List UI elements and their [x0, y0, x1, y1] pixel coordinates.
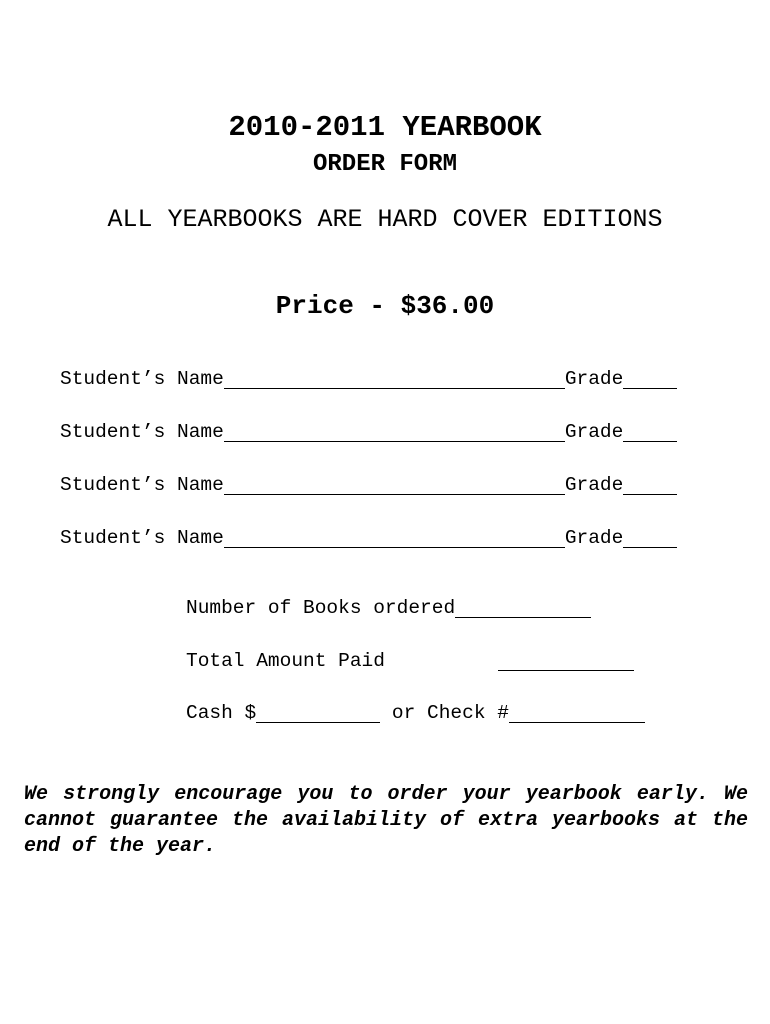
cash-field[interactable]	[256, 702, 380, 723]
price-label: Price - $36.00	[275, 291, 495, 321]
cash-label: Cash $	[186, 702, 257, 724]
student-name-field[interactable]	[224, 368, 565, 389]
books-ordered-label: Number of Books ordered	[186, 597, 456, 619]
grade-label: Grade	[564, 474, 624, 496]
total-paid-label: Total Amount Paid	[186, 650, 385, 672]
student-name-label: Student’s Name	[60, 368, 224, 390]
check-label: or Check #	[380, 702, 509, 724]
grade-label: Grade	[564, 368, 624, 390]
student-name-label: Student’s Name	[60, 527, 224, 549]
grade-field[interactable]	[623, 527, 677, 548]
student-name-label: Student’s Name	[60, 474, 224, 496]
payment-row	[186, 700, 645, 726]
student-name-field[interactable]	[224, 474, 565, 495]
student-row	[60, 419, 677, 445]
early-order-notice: We strongly encourage you to order your yearbook early. We cannot guarantee the availability of extra yearbooks at the end of the year.	[24, 783, 748, 858]
grade-field[interactable]	[623, 474, 677, 495]
student-name-field[interactable]	[224, 421, 565, 442]
grade-label: Grade	[564, 527, 624, 549]
books-ordered-row	[186, 595, 591, 621]
books-ordered-field[interactable]	[455, 597, 591, 618]
check-number-field[interactable]	[509, 702, 645, 723]
student-row	[60, 472, 677, 498]
total-paid-row	[186, 648, 634, 674]
student-name-label: Student’s Name	[60, 421, 224, 443]
student-row	[60, 525, 677, 551]
form-title: 2010-2011 YEARBOOK	[228, 111, 542, 144]
total-paid-field[interactable]	[498, 650, 634, 671]
grade-label: Grade	[564, 421, 624, 443]
grade-field[interactable]	[623, 368, 677, 389]
hard-cover-notice: ALL YEARBOOKS ARE HARD COVER EDITIONS	[107, 205, 663, 234]
grade-field[interactable]	[623, 421, 677, 442]
form-subtitle: ORDER FORM	[312, 151, 458, 178]
student-name-field[interactable]	[224, 527, 565, 548]
student-row	[60, 366, 677, 392]
